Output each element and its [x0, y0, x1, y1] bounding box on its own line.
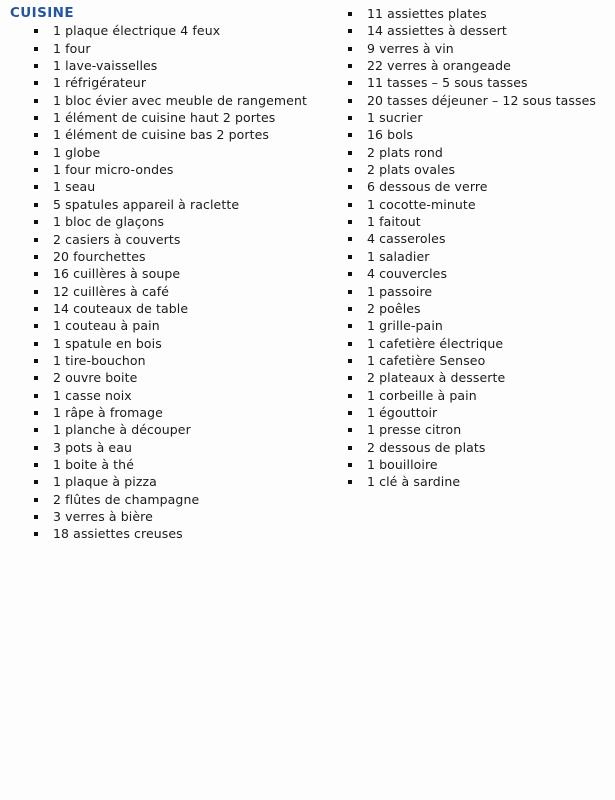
- list-item: [10, 57, 320, 74]
- list-item: [10, 144, 320, 161]
- list-item: [324, 248, 609, 265]
- square-bullet-icon: [348, 81, 352, 85]
- list-item-label: 1 four micro-ondes: [53, 162, 174, 178]
- list-item-label: 1 couteau à pain: [53, 318, 160, 334]
- square-bullet-icon: [348, 376, 352, 380]
- square-bullet-icon: [34, 342, 38, 346]
- left-column: [10, 5, 320, 543]
- list-item-label: 2 ouvre boite: [53, 370, 138, 386]
- list-item: [324, 421, 609, 438]
- list-item-label: 16 bols: [367, 127, 414, 143]
- square-bullet-icon: [348, 480, 352, 484]
- list-item: [10, 317, 320, 334]
- square-bullet-icon: [348, 255, 352, 259]
- list-item: [10, 92, 320, 109]
- square-bullet-icon: [348, 237, 352, 241]
- list-item-label: 3 verres à bière: [53, 509, 153, 525]
- list-item-label: 16 cuillères à soupe: [53, 266, 181, 282]
- list-item: [10, 404, 320, 421]
- list-item: [10, 352, 320, 369]
- list-item-label: 22 verres à orangeade: [367, 58, 511, 74]
- list-item-label: 9 verres à vin: [367, 40, 454, 56]
- list-item-label: 18 assiettes creuses: [53, 526, 183, 542]
- square-bullet-icon: [34, 515, 38, 519]
- list-item: [324, 352, 609, 369]
- list-item: [324, 74, 609, 91]
- list-item-label: 1 planche à découper: [53, 422, 191, 438]
- square-bullet-icon: [34, 64, 38, 68]
- list-item: [324, 144, 609, 161]
- list-item: [10, 126, 320, 143]
- list-item-label: 1 égouttoir: [367, 404, 438, 420]
- list-item-label: 2 flûtes de champagne: [53, 491, 200, 507]
- list-item: [10, 283, 320, 300]
- list-item: [324, 161, 609, 178]
- list-item-label: 1 saladier: [367, 248, 430, 264]
- list-item-label: 1 corbeille à pain: [367, 387, 477, 403]
- square-bullet-icon: [348, 359, 352, 363]
- square-bullet-icon: [348, 133, 352, 137]
- list-item-label: 2 plats rond: [367, 144, 443, 160]
- left-column-list: [10, 22, 320, 542]
- list-item-label: 1 plaque électrique 4 feux: [53, 23, 221, 39]
- list-item-label: 1 bouilloire: [367, 456, 438, 472]
- list-item-label: 20 fourchettes: [53, 248, 146, 264]
- square-bullet-icon: [348, 428, 352, 432]
- square-bullet-icon: [348, 185, 352, 189]
- square-bullet-icon: [348, 47, 352, 51]
- list-item: [324, 196, 609, 213]
- list-item-label: 1 sucrier: [367, 110, 423, 126]
- list-item: [10, 231, 320, 248]
- square-bullet-icon: [34, 394, 38, 398]
- list-item-label: 6 dessous de verre: [367, 179, 488, 195]
- list-item-label: 14 assiettes à dessert: [367, 23, 507, 39]
- list-item-label: 1 bloc de glaçons: [53, 214, 165, 230]
- list-item: [10, 40, 320, 57]
- list-item: [10, 491, 320, 508]
- square-bullet-icon: [348, 116, 352, 120]
- square-bullet-icon: [34, 116, 38, 120]
- square-bullet-icon: [348, 307, 352, 311]
- list-item-label: 1 lave-vaisselles: [53, 58, 158, 74]
- list-item: [324, 126, 609, 143]
- square-bullet-icon: [34, 255, 38, 259]
- square-bullet-icon: [34, 359, 38, 363]
- square-bullet-icon: [348, 290, 352, 294]
- square-bullet-icon: [34, 238, 38, 242]
- list-item-label: 1 passoire: [367, 283, 433, 299]
- list-item-label: 14 couteaux de table: [53, 300, 189, 316]
- square-bullet-icon: [34, 307, 38, 311]
- list-item-label: 1 cafetière Senseo: [367, 352, 486, 368]
- list-item-label: 1 réfrigérateur: [53, 75, 147, 91]
- square-bullet-icon: [34, 168, 38, 172]
- list-item-label: 3 pots à eau: [53, 439, 133, 455]
- list-item-label: 2 dessous de plats: [367, 439, 486, 455]
- list-item: [324, 213, 609, 230]
- list-item: [10, 421, 320, 438]
- list-item-label: 1 casse noix: [53, 387, 132, 403]
- list-item-label: 1 faitout: [367, 214, 421, 230]
- square-bullet-icon: [348, 342, 352, 346]
- list-item-label: 1 presse citron: [367, 422, 462, 438]
- list-item-label: 11 tasses – 5 sous tasses: [367, 75, 528, 91]
- list-item: [324, 22, 609, 39]
- square-bullet-icon: [348, 220, 352, 224]
- square-bullet-icon: [348, 324, 352, 328]
- list-item: [324, 109, 609, 126]
- list-item-label: 1 globe: [53, 144, 101, 160]
- square-bullet-icon: [34, 99, 38, 103]
- square-bullet-icon: [348, 151, 352, 155]
- square-bullet-icon: [348, 411, 352, 415]
- list-item: [10, 248, 320, 265]
- page-title: CUISINE: [10, 5, 74, 21]
- square-bullet-icon: [348, 272, 352, 276]
- list-item-label: 4 couvercles: [367, 266, 448, 282]
- list-item-label: 12 cuillères à café: [53, 283, 169, 299]
- square-bullet-icon: [34, 480, 38, 484]
- list-item-label: 2 plateaux à desserte: [367, 370, 506, 386]
- square-bullet-icon: [348, 394, 352, 398]
- square-bullet-icon: [348, 12, 352, 16]
- list-item: [324, 57, 609, 74]
- list-item: [10, 335, 320, 352]
- square-bullet-icon: [34, 29, 38, 33]
- list-item: [10, 196, 320, 213]
- square-bullet-icon: [34, 324, 38, 328]
- list-item: [10, 213, 320, 230]
- list-item-label: 1 boite à thé: [53, 456, 134, 472]
- list-item-label: 2 casiers à couverts: [53, 231, 181, 247]
- square-bullet-icon: [34, 47, 38, 51]
- square-bullet-icon: [34, 532, 38, 536]
- list-item: [324, 40, 609, 57]
- list-item-label: 1 élément de cuisine haut 2 portes: [53, 110, 276, 126]
- list-item: [324, 335, 609, 352]
- square-bullet-icon: [348, 64, 352, 68]
- list-item: [10, 300, 320, 317]
- list-item: [10, 74, 320, 91]
- list-item-label: 1 spatule en bois: [53, 335, 162, 351]
- square-bullet-icon: [34, 220, 38, 224]
- square-bullet-icon: [34, 272, 38, 276]
- square-bullet-icon: [348, 29, 352, 33]
- list-item-label: 1 clé à sardine: [367, 474, 461, 490]
- list-item-label: 1 cocotte-minute: [367, 196, 476, 212]
- square-bullet-icon: [34, 498, 38, 502]
- square-bullet-icon: [34, 133, 38, 137]
- list-item: [324, 283, 609, 300]
- list-item: [10, 265, 320, 282]
- square-bullet-icon: [34, 463, 38, 467]
- list-item: [324, 5, 609, 22]
- right-column-list: [324, 5, 609, 491]
- list-item: [324, 439, 609, 456]
- list-item: [324, 92, 609, 109]
- list-item-label: 2 poêles: [367, 300, 421, 316]
- list-item-label: 1 tire-bouchon: [53, 352, 146, 368]
- square-bullet-icon: [34, 203, 38, 207]
- list-item: [324, 404, 609, 421]
- list-item: [324, 178, 609, 195]
- list-item: [324, 317, 609, 334]
- list-item-label: 1 bloc évier avec meuble de rangement: [53, 92, 307, 108]
- list-item-label: 2 plats ovales: [367, 162, 456, 178]
- list-item-label: 1 four: [53, 40, 91, 56]
- square-bullet-icon: [34, 185, 38, 189]
- list-item: [10, 161, 320, 178]
- list-item: [10, 473, 320, 490]
- list-item: [324, 230, 609, 247]
- list-item: [10, 369, 320, 386]
- list-item-label: 1 cafetière électrique: [367, 335, 504, 351]
- square-bullet-icon: [348, 99, 352, 103]
- square-bullet-icon: [34, 376, 38, 380]
- list-item-label: 4 casseroles: [367, 231, 446, 247]
- right-column: [324, 5, 609, 491]
- list-item: [10, 456, 320, 473]
- list-item: [10, 387, 320, 404]
- list-item: [324, 387, 609, 404]
- list-item-label: 1 élément de cuisine bas 2 portes: [53, 127, 270, 143]
- list-item-label: 5 spatules appareil à raclette: [53, 196, 240, 212]
- square-bullet-icon: [34, 411, 38, 415]
- list-item: [10, 525, 320, 542]
- list-item: [10, 508, 320, 525]
- list-item-label: 1 râpe à fromage: [53, 404, 163, 420]
- list-item-label: 11 assiettes plates: [367, 6, 487, 21]
- square-bullet-icon: [34, 81, 38, 85]
- list-item: [10, 109, 320, 126]
- list-item-label: 1 grille-pain: [367, 318, 443, 334]
- square-bullet-icon: [34, 290, 38, 294]
- list-item: [324, 473, 609, 490]
- list-item: [10, 22, 320, 39]
- list-item: [10, 439, 320, 456]
- square-bullet-icon: [34, 151, 38, 155]
- square-bullet-icon: [348, 446, 352, 450]
- list-item: [10, 178, 320, 195]
- list-item: [324, 369, 609, 386]
- square-bullet-icon: [34, 446, 38, 450]
- list-item: [324, 456, 609, 473]
- list-item-label: 20 tasses déjeuner – 12 sous tasses: [367, 92, 597, 108]
- square-bullet-icon: [348, 463, 352, 467]
- square-bullet-icon: [348, 168, 352, 172]
- list-item-label: 1 seau: [53, 179, 96, 195]
- list-item-label: 1 plaque à pizza: [53, 474, 157, 490]
- list-item: [324, 300, 609, 317]
- square-bullet-icon: [348, 203, 352, 207]
- square-bullet-icon: [34, 428, 38, 432]
- list-item: [324, 265, 609, 282]
